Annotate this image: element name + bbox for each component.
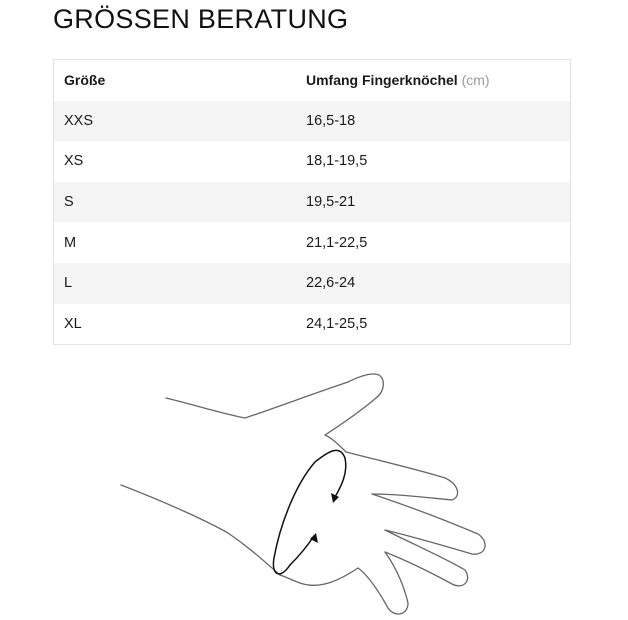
size-cell: XXS [64, 112, 94, 129]
measure-cell: 16,5-18 [306, 112, 356, 129]
table-row [54, 222, 570, 263]
table-row [54, 304, 570, 345]
table-row [54, 182, 570, 223]
header-size: Größe [64, 72, 106, 89]
measure-cell: 22,6-24 [306, 275, 356, 292]
table-row [54, 101, 570, 142]
table-header-row [54, 60, 570, 101]
size-table [53, 59, 571, 345]
measure-cell: 18,1-19,5 [306, 153, 368, 170]
measure-cell: 21,1-22,5 [306, 234, 368, 251]
table-row [54, 141, 570, 182]
header-measure [306, 72, 570, 88]
measure-cell: 19,5-21 [306, 194, 356, 211]
size-cell: S [64, 194, 74, 211]
hand-measurement-icon [110, 365, 530, 620]
table-row [54, 263, 570, 304]
size-cell: L [64, 275, 73, 292]
page-title: GRÖSSEN BERATUNG [53, 4, 349, 34]
size-cell: M [64, 234, 77, 251]
header-measure-label: Umfang Fingerknöchel [306, 72, 458, 89]
size-cell: XL [64, 315, 82, 332]
measure-cell: 24,1-25,5 [306, 315, 368, 332]
size-cell: XS [64, 153, 84, 170]
header-unit: (cm) [461, 72, 490, 89]
